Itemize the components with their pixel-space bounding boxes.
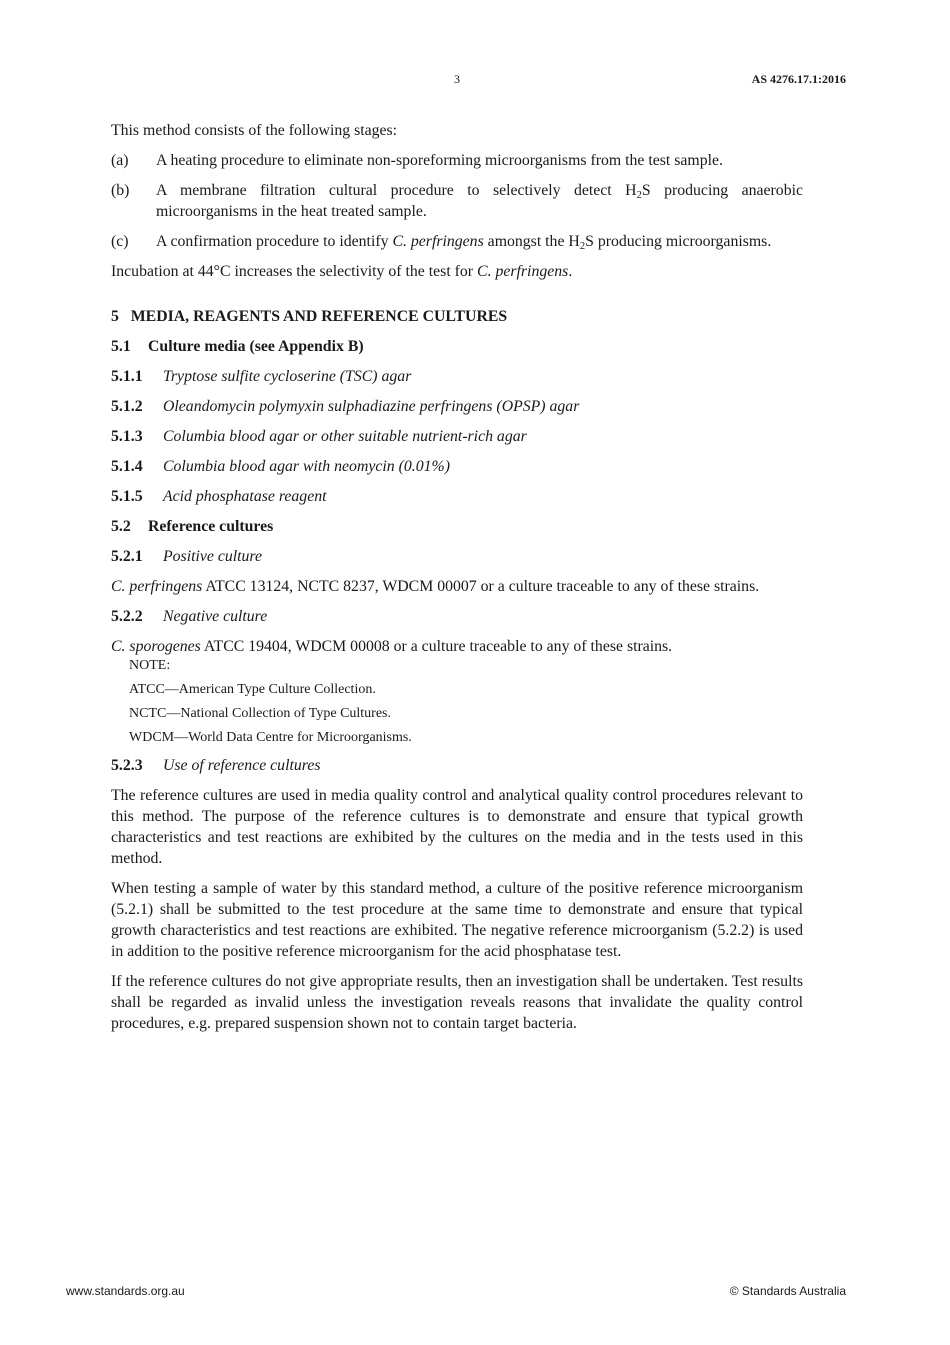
stage-label: (c) [111,233,129,250]
stage-text: A confirmation procedure to identify C. perfringens amongst the $H_2S$ producing microorganisms. [156,233,772,252]
clause-heading: 5.2.1 Positive culture [111,548,262,565]
media-item: 5.1.5 Acid phosphatase reagent [111,488,327,505]
note-line: ATCC—American Type Culture Collection. [129,682,376,697]
note-line: WDCM—World Data Centre for Microorganisms. [129,730,412,745]
media-item: 5.1.2 Oleandomycin polymyxin sulphadiazine perfringens (OPSP) agar [111,398,580,415]
clause-heading: 5.2.2 Negative culture [111,608,268,625]
note-line: NCTC—National Collection of Type Cultures. [129,706,392,721]
stage-text: A membrane filtration cultural procedure to selectively detect $H_2S$ producing anaerobic microorganisms in the heat treated sample. [156,182,803,220]
note-label: NOTE: [129,658,171,673]
subsection-heading: 5.2 Reference cultures [111,518,274,535]
page-number: 3 [454,72,460,86]
page-content [111,120,803,1043]
stage-item [111,180,803,222]
note-block [129,654,803,750]
body-paragraph: If the reference cultures do not give appropriate results, then an investigation shall be undertaken. Test results shall be regarded as invalid unless the investigation reveals reasons that invalidate the quality control procedures, e.g. prepared suspension shown not to contain target bacteria. [111,973,803,1032]
incubation-note: Incubation at 44°C increases the selectivity of the test for C. perfringens. [111,263,573,280]
clause-heading: 5.2.3 Use of reference cultures [111,757,321,774]
stage-item [111,231,803,252]
subsection-heading: 5.1 Culture media (see Appendix B) [111,338,364,355]
footer-url[interactable]: www.standards.org.au [66,1284,185,1298]
document-id: AS 4276.17.1:2016 [751,72,846,86]
footer-copyright: © Standards Australia [729,1284,846,1298]
negative-culture-text: C. sporogenes ATCC 19404, WDCM 00008 or a culture traceable to any of these strains. [111,638,673,655]
media-item: 5.1.4 Columbia blood agar with neomycin (0.01%) [111,458,450,475]
body-paragraph: When testing a sample of water by this standard method, a culture of the positive reference microorganism (5.2.1) shall be submitted to the test procedure at the same time to demonstrate and ensure that typical growth characteristics and test reactions are exhibited. The negative reference microorganism (5.2.2) is used in addition to the positive reference microorganism for the acid phosphatase test. [111,880,803,960]
intro-text: This method consists of the following stages: [111,122,398,139]
stage-label: (b) [111,182,130,199]
stage-text: A heating procedure to eliminate non-sporeforming microorganisms from the test sample. [156,152,723,169]
section-heading: 5 MEDIA, REAGENTS AND REFERENCE CULTURES [111,308,508,325]
stage-label: (a) [111,152,129,169]
stage-item [111,150,803,171]
body-paragraph: The reference cultures are used in media quality control and analytical quality control procedures relevant to this method. The purpose of the reference cultures is to demonstrate and ensure that typical growth characteristics and test reactions are exhibited by the cultures on the media and in the tests used in this method. [111,787,803,867]
positive-culture-text: C. perfringens ATCC 13124, NCTC 8237, WDCM 00007 or a culture traceable to any of these strains. [111,578,760,595]
media-item: 5.1.3 Columbia blood agar or other suitable nutrient-rich agar [111,428,527,445]
media-item: 5.1.1 Tryptose sulfite cycloserine (TSC) agar [111,368,412,385]
